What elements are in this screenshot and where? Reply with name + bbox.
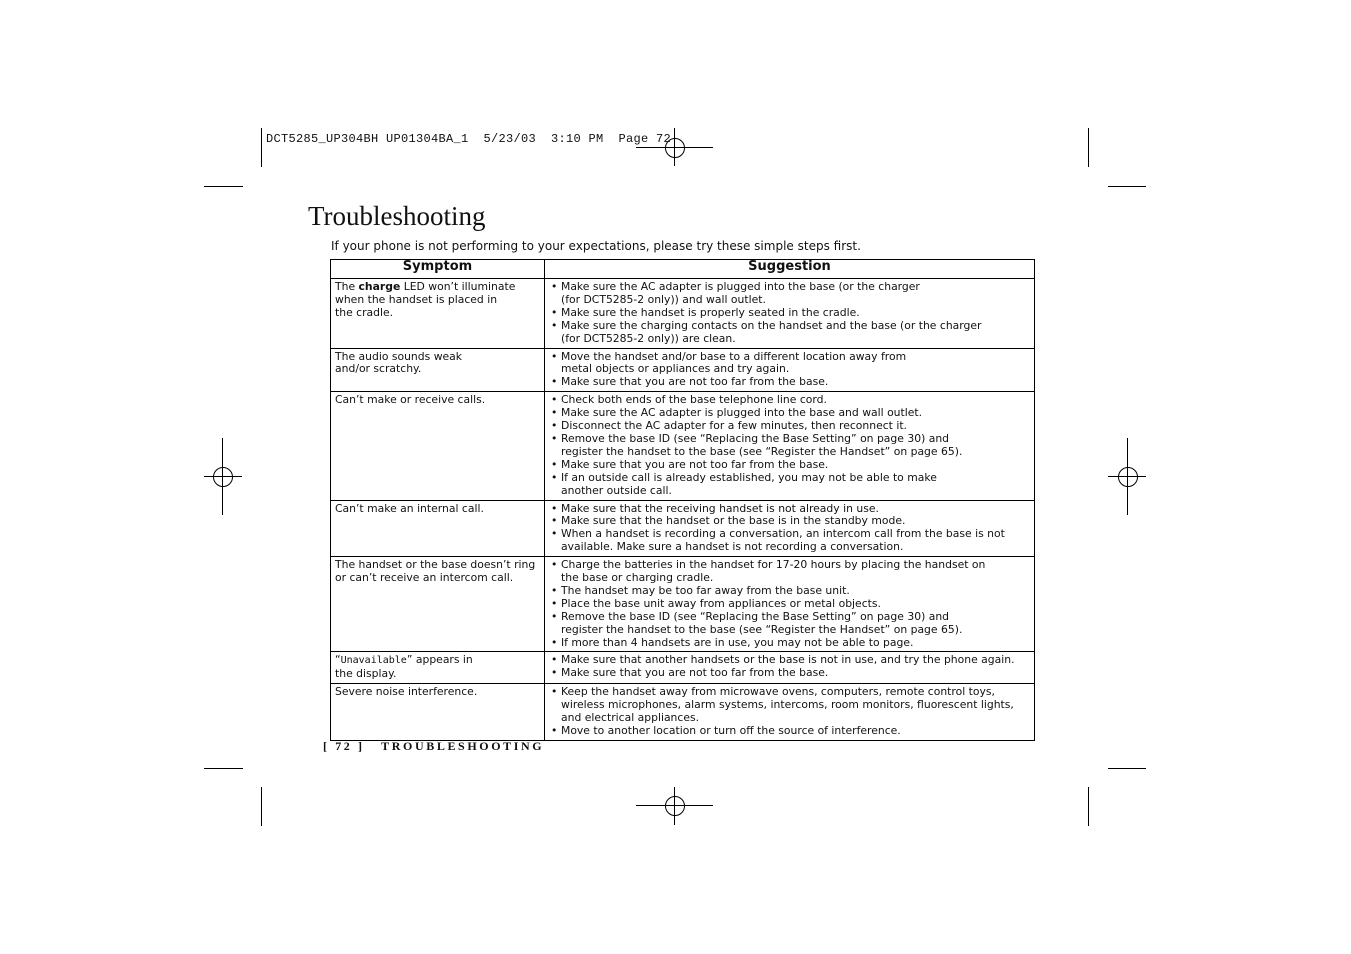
registration-mark-right: [1118, 467, 1138, 487]
bullet-icon: •: [551, 419, 558, 433]
bullet-icon: •: [551, 406, 558, 420]
suggestion-item: [549, 433, 1030, 459]
symptom-keyword: charge: [358, 280, 401, 293]
suggestion-text: Remove the base ID (see “Replacing the Base Setting” on page 30) and register the handset to the base (see “Register the Handset” on page 65).: [561, 609, 963, 636]
bullet-icon: •: [551, 431, 558, 445]
registration-mark-left: [213, 467, 233, 487]
suggestion-text: Move to another location or turn off the source of interference.: [561, 724, 901, 737]
suggestion-item: [549, 637, 1030, 650]
bullet-icon: •: [551, 457, 558, 471]
crop-mark-br-h: [1108, 768, 1146, 769]
suggestion-item: [549, 320, 1030, 346]
symptom-cell: [331, 557, 545, 652]
table-row: [331, 279, 1035, 349]
suggestion-text: If more than 4 handsets are in use, you may not be able to page.: [561, 635, 914, 649]
suggestion-item: [549, 351, 1030, 377]
bullet-icon: •: [551, 724, 558, 737]
bullet-icon: •: [551, 527, 558, 541]
suggestion-text: Make sure that you are not too far from the base.: [561, 457, 829, 471]
registration-mark-bottom: [665, 796, 685, 816]
bullet-icon: •: [551, 318, 558, 332]
symptom-cell: [331, 500, 545, 557]
intro-text: If your phone is not performing to your expectations, please try these simple steps first.: [331, 239, 861, 253]
suggestion-text: Make sure that you are not too far from the base.: [561, 375, 829, 389]
symptom-text: The audio sounds weak and/or scratchy.: [335, 349, 463, 376]
troubleshooting-table: [330, 259, 1035, 741]
bullet-icon: •: [551, 558, 558, 572]
bullet-icon: •: [551, 375, 558, 389]
symptom-header: Symptom: [331, 260, 545, 279]
suggestion-cell: [545, 348, 1035, 392]
suggestion-cell: [545, 392, 1035, 500]
bullet-icon: •: [551, 305, 558, 319]
suggestion-text: Make sure the AC adapter is plugged into the base (or the charger (for DCT5285-2 only)) and wall outlet.: [561, 280, 920, 306]
table-row: [331, 500, 1035, 557]
symptom-text: ” appears in the display.: [335, 653, 473, 681]
suggestion-text: Make sure that the handset or the base is in the standby mode.: [561, 514, 906, 528]
suggestion-text: Make sure the handset is properly seated in the cradle.: [561, 305, 860, 319]
suggestion-text: Make sure the AC adapter is plugged into the base and wall outlet.: [561, 406, 923, 420]
crop-mark-tl-v: [261, 128, 262, 167]
suggestion-item: [549, 667, 1030, 680]
suggestion-text: Disconnect the AC adapter for a few minutes, then reconnect it.: [561, 419, 907, 433]
suggestion-cell: [545, 500, 1035, 557]
symptom-text: The: [335, 280, 359, 293]
suggestion-item: [549, 686, 1030, 725]
suggestion-text: Move the handset and/or base to a different location away from metal objects or appliances and try again.: [561, 349, 907, 376]
bullet-icon: •: [551, 349, 558, 363]
table-row: [331, 557, 1035, 652]
suggestion-item: [549, 281, 1030, 307]
bullet-icon: •: [551, 583, 558, 597]
symptom-text: Can’t make or receive calls.: [335, 393, 486, 407]
bullet-icon: •: [551, 393, 558, 407]
bullet-icon: •: [551, 514, 558, 528]
table-row: [331, 392, 1035, 500]
crop-mark-bl-h: [204, 768, 243, 769]
table-header-row: [331, 260, 1035, 279]
bullet-icon: •: [551, 635, 558, 649]
suggestion-text: Make sure that you are not too far from the base.: [561, 666, 829, 680]
bullet-icon: •: [551, 685, 558, 699]
crop-mark-tr-h: [1108, 186, 1146, 187]
bullet-icon: •: [551, 609, 558, 623]
suggestion-text: If an outside call is already established, you may not be able to make another outside call.: [561, 470, 937, 497]
suggestion-text: Charge the batteries in the handset for 17-20 hours by placing the handset on the base or charging cradle.: [561, 558, 986, 585]
suggestion-text: Make sure that the receiving handset is not already in use.: [561, 501, 879, 515]
suggestion-text: Place the base unit away from appliances or metal objects.: [561, 596, 881, 610]
bullet-icon: •: [551, 501, 558, 515]
suggestion-item: [549, 472, 1030, 498]
table-row: [331, 348, 1035, 392]
symptom-cell: [331, 684, 545, 741]
suggestion-cell: [545, 684, 1035, 741]
bullet-icon: •: [551, 470, 558, 484]
suggestion-item: [549, 725, 1030, 738]
symptom-text: The handset or the base doesn’t ring or can’t receive an intercom call.: [335, 558, 536, 585]
crop-mark-tl-h: [204, 186, 243, 187]
suggestion-cell: [545, 557, 1035, 652]
suggestion-item: [549, 559, 1030, 585]
symptom-cell: [331, 652, 545, 684]
symptom-cell: [331, 348, 545, 392]
suggestion-item: [549, 528, 1030, 554]
symptom-cell: [331, 392, 545, 500]
suggestion-cell: [545, 279, 1035, 349]
suggestion-text: Keep the handset away from microwave ovens, computers, remote control toys, wireless microphones, alarm systems, intercoms, room monitors, fluorescent lights, and electrical appliances.: [561, 685, 1014, 725]
bullet-icon: •: [551, 666, 558, 680]
crop-mark-bl-v: [261, 787, 262, 826]
table-row: [331, 684, 1035, 741]
page-title: Troubleshooting: [308, 201, 486, 231]
suggestion-item: [549, 376, 1030, 389]
table-body: [331, 279, 1035, 741]
printer-slug-line: DCT5285_UP304BH UP01304BA_1 5/23/03 3:10 PM Page 72: [266, 132, 672, 146]
crop-mark-br-v: [1088, 787, 1089, 826]
bullet-icon: •: [551, 280, 558, 293]
symptom-text: Severe noise interference.: [335, 685, 478, 699]
bullet-icon: •: [551, 596, 558, 610]
display-message-text: Unavailable: [340, 655, 407, 667]
symptom-text: “: [335, 653, 341, 667]
page-footer: [ 72 ] TROUBLESHOOTING: [323, 739, 545, 753]
suggestion-text: Make sure that another handsets or the base is not in use, and try the phone again.: [561, 653, 1015, 667]
suggestion-cell: [545, 652, 1035, 684]
symptom-cell: [331, 279, 545, 349]
table-row: [331, 652, 1035, 684]
bullet-icon: •: [551, 653, 558, 667]
crop-mark-tr-v: [1088, 128, 1089, 167]
suggestion-item: [549, 611, 1030, 637]
suggestion-text: Check both ends of the base telephone line cord.: [561, 393, 827, 407]
symptom-text: Can’t make an internal call.: [335, 501, 484, 515]
suggestion-text: The handset may be too far away from the base unit.: [561, 583, 850, 597]
symptom-text: LED won’t illuminate when the handset is placed in the cradle.: [335, 280, 516, 319]
suggestion-header: Suggestion: [545, 260, 1035, 279]
suggestion-text: Remove the base ID (see “Replacing the Base Setting” on page 30) and register the handset to the base (see “Register the Handset” on page 65).: [561, 431, 963, 458]
suggestion-text: Make sure the charging contacts on the handset and the base (or the charger (for DCT5285-2 only)) are clean.: [561, 318, 982, 345]
suggestion-text: When a handset is recording a conversation, an intercom call from the base is not available. Make sure a handset is not recording a conversation.: [561, 527, 1005, 554]
